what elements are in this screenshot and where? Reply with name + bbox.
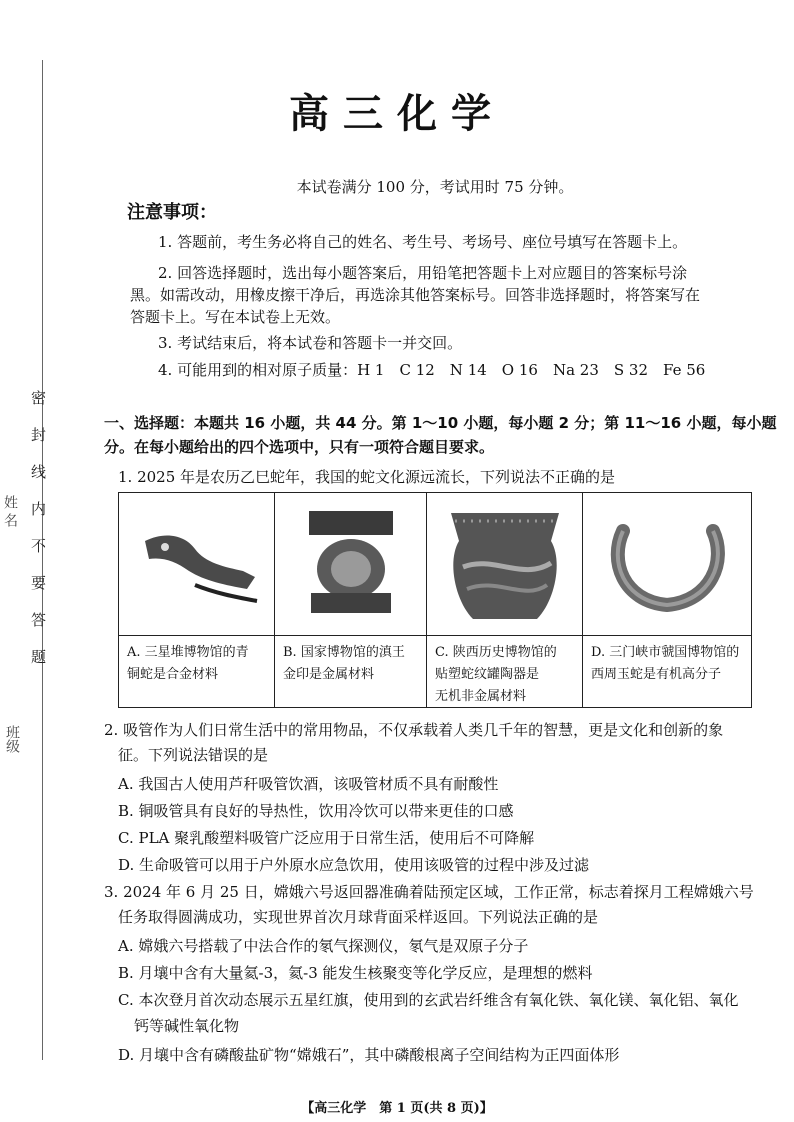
question-3-option-a: A. 嫦娥六号搭载了中法合作的氡气探测仪，氡气是双原子分子 xyxy=(118,937,529,955)
question-2-stem-cont: 征。下列说法错误的是 xyxy=(118,746,269,764)
notice-item: 黑。如需改动，用橡皮擦干净后，再选涂其他答案标号。回答非选择题时，将答案写在 xyxy=(130,286,701,304)
question-3-option-b: B. 月壤中含有大量氦-3，氦-3 能发生核聚变等化学反应，是理想的燃料 xyxy=(118,964,593,982)
option-c-caption: C. 陕西历史博物馆的 贴塑蛇纹罐陶器是 无机非金属材料 xyxy=(427,635,582,707)
option-a-caption: A. 三星堆博物馆的青 铜蛇是合金材料 xyxy=(119,635,274,707)
class-label: 班级 xyxy=(4,725,20,753)
notice-item: 1. 答题前，考生务必将自己的姓名、考生号、考场号、座位号填写在答题卡上。 xyxy=(158,233,688,251)
figure-cell-a xyxy=(119,493,275,707)
question-3-option-d: D. 月壤中含有磷酸盐矿物“嫦娥石”，其中磷酸根离子空间结构为正四面体形 xyxy=(118,1046,620,1064)
option-b-caption: B. 国家博物馆的滇王 金印是金属材料 xyxy=(275,635,426,707)
exam-title: 高三化学 xyxy=(289,91,505,137)
figure-cell-b xyxy=(275,493,427,707)
pottery-jar-image xyxy=(433,501,577,627)
section-heading-cont: 分。在每小题给出的四个选项中，只有一项符合题目要求。 xyxy=(104,438,495,456)
binding-strip xyxy=(0,0,70,1122)
question-3-option-c: C. 本次登月首次动态展示五星红旗，使用到的玄武岩纤维含有氧化铁、氧化镁、氧化铝、氧化 xyxy=(118,991,739,1009)
seal-warning: 密封线内不要答题 xyxy=(29,390,47,686)
question-2-option-d: D. 生命吸管可以用于户外原水应急饮用，使用该吸管的过程中涉及过滤 xyxy=(118,856,590,874)
bronze-snake-image xyxy=(125,501,269,627)
notice-item: 4. 可能用到的相对原子质量：H 1 C 12 N 14 O 16 Na 23 S 32 Fe 56 xyxy=(158,361,706,379)
name-label: 姓名 xyxy=(2,495,18,531)
question-3-stem-cont: 任务取得圆满成功，实现世界首次月球背面采样返回。下列说法正确的是 xyxy=(118,908,599,926)
question-2-option-c: C. PLA 聚乳酸塑料吸管广泛应用于日常生活，使用后不可降解 xyxy=(118,829,535,847)
gold-seal-image xyxy=(281,501,421,627)
option-d-caption: D. 三门峡市虢国博物馆的 西周玉蛇是有机高分子 xyxy=(583,635,751,707)
notice-item: 答题卡上。写在本试卷上无效。 xyxy=(130,308,341,326)
question-2-option-a: A. 我国古人使用芦秆吸管饮酒，该吸管材质不具有耐酸性 xyxy=(118,775,499,793)
question-2-option-b: B. 铜吸管具有良好的导热性，饮用冷饮可以带来更佳的口感 xyxy=(118,802,514,820)
question-1-stem: 1. 2025 年是农历乙巳蛇年，我国的蛇文化源远流长，下列说法不正确的是 xyxy=(118,468,616,486)
question-2-stem: 2. 吸管作为人们日常生活中的常用物品，不仅承载着人类几千年的智慧，更是文化和创新的象 xyxy=(104,721,724,739)
exam-subtitle: 本试卷满分 100 分，考试用时 75 分钟。 xyxy=(296,178,574,196)
figure-cell-d xyxy=(583,493,751,707)
notice-item: 2. 回答选择题时，选出每小题答案后，用铅笔把答题卡上对应题目的答案标号涂 xyxy=(158,264,688,282)
page-footer: 【高三化学 第 1 页(共 8 页)】 xyxy=(301,1101,493,1116)
section-heading: 一、选择题：本题共 16 小题，共 44 分。第 1～10 小题，每小题 2 分；第 11～16 小题，每小题 xyxy=(104,414,777,432)
notice-heading: 注意事项： xyxy=(127,202,217,223)
question-3-option-c-cont: 钙等碱性氧化物 xyxy=(134,1017,240,1035)
question-3-stem: 3. 2024 年 6 月 25 日，嫦娥六号返回器准确着陆预定区域，工作正常，标志着探月工程嫦娥六号 xyxy=(104,883,754,901)
figure-cell-c xyxy=(427,493,583,707)
notice-item: 3. 考试结束后，将本试卷和答题卡一并交回。 xyxy=(158,334,463,352)
question-1-figure-table xyxy=(118,492,752,708)
jade-snake-image xyxy=(589,501,745,627)
